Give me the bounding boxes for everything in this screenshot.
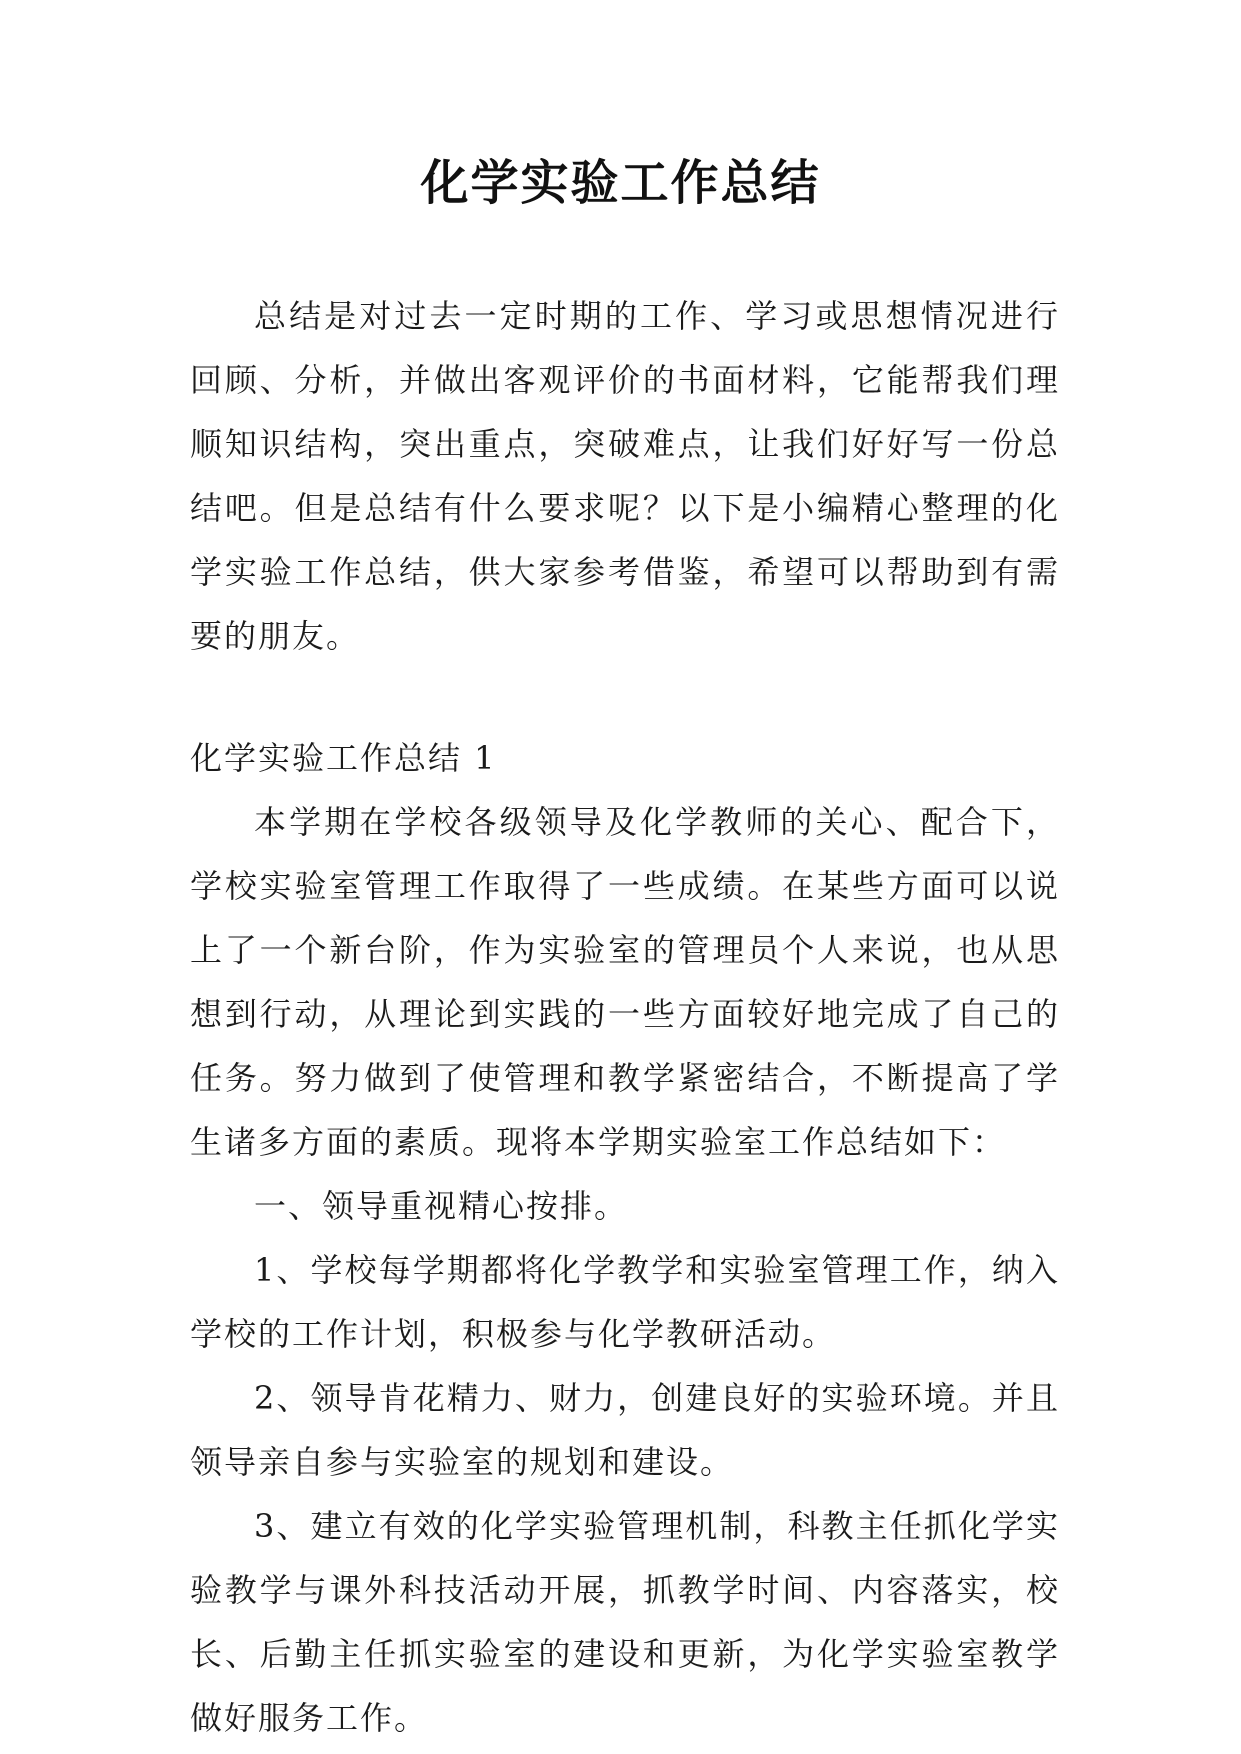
section-heading: 化学实验工作总结 1 xyxy=(190,739,497,777)
document-title: 化学实验工作总结 xyxy=(420,155,821,211)
document-body xyxy=(190,284,1060,1750)
body-paragraph: 本学期在学校各级领导及化学教师的关心、配合下，学校实验室管理工作取得了一些成绩。在某些方面可以说上了一个新台阶，作为实验室的管理员个人来说，也从思想到行动，从理论到实践的一些方面较好地完成了自己的任务。努力做到了使管理和教学紧密结合，不断提高了学生诸多方面的素质。现将本学期实验室工作总结如下： xyxy=(190,803,1060,1161)
body-paragraph: 1、学校每学期都将化学教学和实验室管理工作，纳入学校的工作计划，积极参与化学教研活动。 xyxy=(190,1251,1060,1353)
body-paragraph: 3、建立有效的化学实验管理机制，科教主任抓化学实验教学与课外科技活动开展，抓教学时间、内容落实，校长、后勤主任抓实验室的建设和更新，为化学实验室教学做好服务工作。 xyxy=(190,1507,1060,1737)
intro-paragraph: 总结是对过去一定时期的工作、学习或思想情况进行回顾、分析，并做出客观评价的书面材料，它能帮我们理顺知识结构，突出重点，突破难点，让我们好好写一份总结吧。但是总结有什么要求呢？以下是小编精心整理的化学实验工作总结，供大家参考借鉴，希望可以帮助到有需要的朋友。 xyxy=(190,297,1060,655)
body-paragraph: 2、领导肯花精力、财力，创建良好的实验环境。并且领导亲自参与实验室的规划和建设。 xyxy=(190,1379,1060,1481)
body-paragraph: 一、领导重视精心按排。 xyxy=(254,1187,629,1225)
